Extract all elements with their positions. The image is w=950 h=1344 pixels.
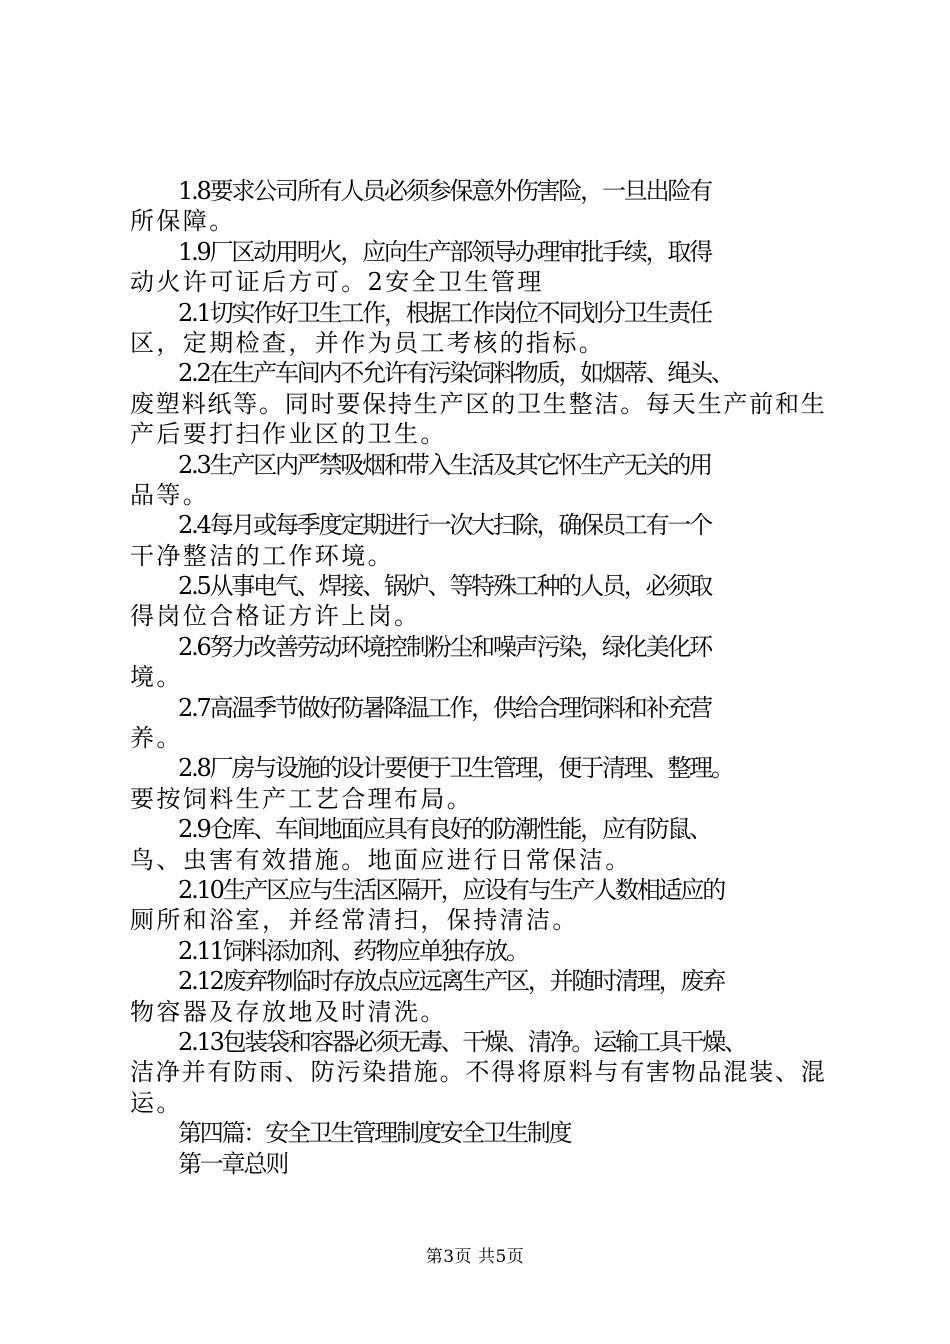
text-line: 得岗位合格证方许上岗。: [130, 602, 421, 631]
text-line: 1.9厂区动用明火，应向生产部领导办理审批手续，取得: [178, 237, 711, 266]
text-line: 2.7高温季节做好防暑降温工作，供给合理饲料和补充营: [178, 693, 711, 722]
text-line: 2.13包装袋和容器必须无毒、干燥、清净。运输工具干燥、: [178, 1027, 746, 1056]
text-line: 第四篇：安全卫生管理制度安全卫生制度: [178, 1119, 571, 1148]
text-line: 品等。: [130, 480, 210, 509]
text-line: 境。: [130, 663, 183, 692]
text-line: 2.9仓库、车间地面应具有良好的防潮性能，应有防鼠、: [178, 815, 711, 844]
text-line: 干净整洁的工作环境。: [130, 541, 394, 570]
text-line: 第一章总则: [178, 1149, 287, 1178]
text-line: 2.11饲料添加剂、药物应单独存放。: [178, 936, 528, 965]
text-line: 1.8要求公司所有人员必须参保意外伤害险，一旦出险有: [178, 177, 711, 205]
text-line: 废塑料纸等。同时要保持生产区的卫生整洁。每天生产前和生: [130, 389, 827, 418]
text-line: 2.2在生产车间内不允许有污染饲料物质，如烟蒂、绳头、: [178, 359, 733, 388]
text-line: 2.5从事电气、焊接、锅炉、等特殊工种的人员，必须取: [178, 572, 711, 601]
text-line: 2.10生产区应与生活区隔开，应设有与生产人数相适应的: [178, 875, 725, 904]
text-line: 洁净并有防雨、防污染措施。不得将原料与有害物品混装、混: [130, 1058, 827, 1087]
text-line: 区，定期检查，并作为员工考核的指标。: [130, 328, 606, 357]
text-line: 2.6努力改善劳动环境控制粉尘和噪声污染，绿化美化环: [178, 632, 711, 661]
text-line: 运。: [130, 1088, 183, 1117]
text-line: 产后要打扫作业区的卫生。: [130, 420, 447, 449]
text-line: 2.1切实作好卫生工作，根据工作岗位不同划分卫生责任: [178, 298, 711, 327]
page-footer: 第3页 共5页: [425, 1247, 525, 1267]
text-line: 动火许可证后方可。2安全卫生管理: [130, 268, 544, 297]
text-line: 厕所和浴室，并经常清扫，保持清洁。: [130, 906, 579, 935]
text-line: 2.4每月或每季度定期进行一次大扫除，确保员工有一个: [178, 511, 711, 540]
text-line: 鸟、虫害有效措施。地面应进行日常保洁。: [130, 845, 632, 874]
text-line: 2.3生产区内严禁吸烟和带入生活及其它怀生产无关的用: [178, 450, 711, 479]
text-line: 2.12废弃物临时存放点应远离生产区，并随时清理，废弃: [178, 967, 725, 996]
text-line: 养。: [130, 724, 183, 753]
text-line: 所保障。: [130, 207, 236, 236]
text-line: 要按饲料生产工艺合理布局。: [130, 784, 474, 813]
document-body: [130, 176, 830, 1179]
text-line: 物容器及存放地及时清洗。: [130, 997, 447, 1026]
text-line: 2.8厂房与设施的设计要便于卫生管理，便于清理、整理。: [178, 754, 733, 783]
